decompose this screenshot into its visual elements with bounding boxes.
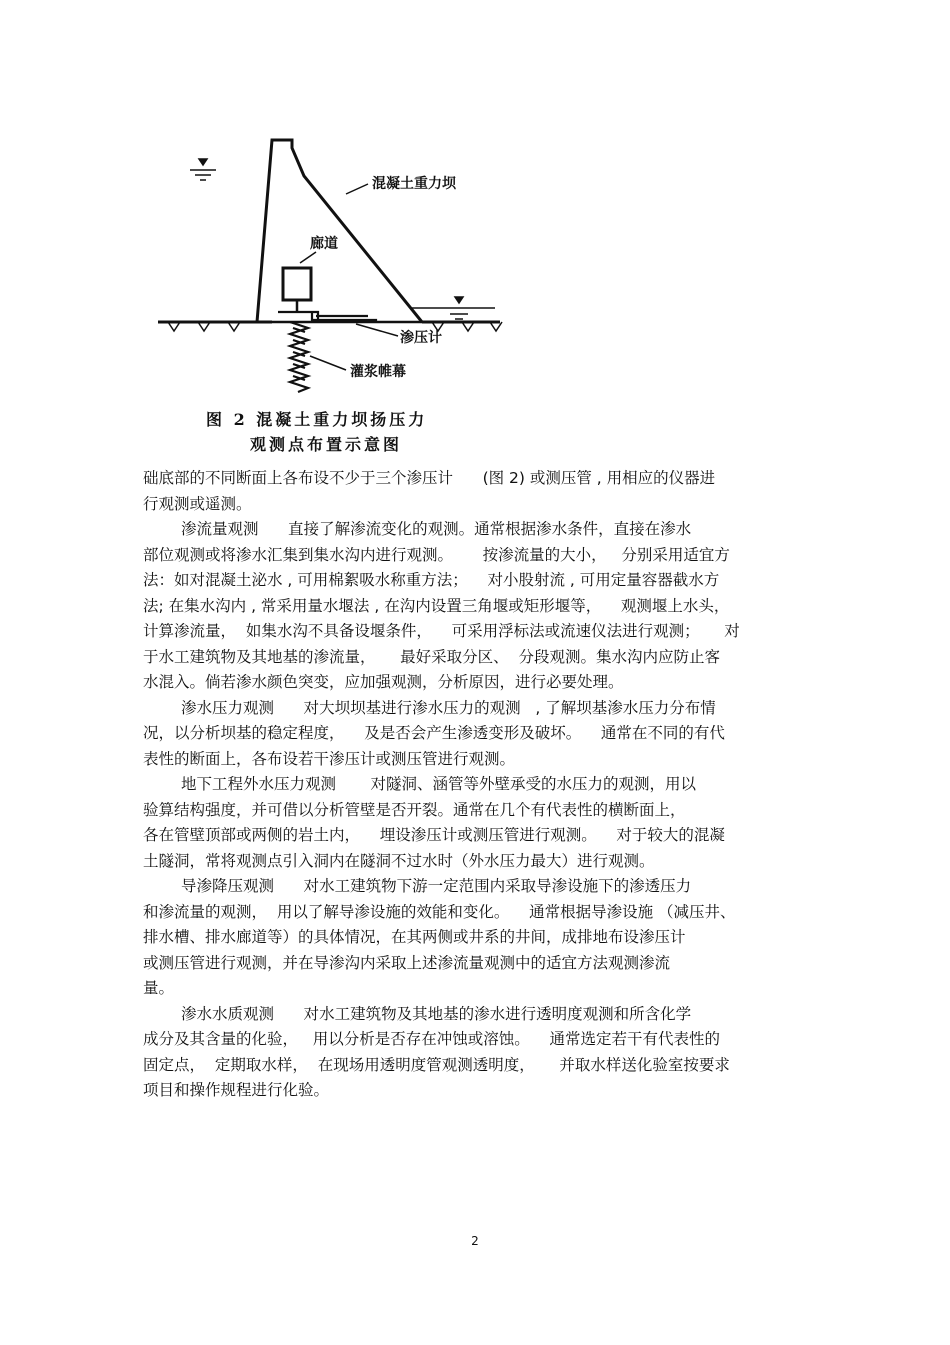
text-line: 项目和操作规程进行化验。 <box>143 1081 330 1099</box>
text-line: 渗水压力观测 对大坝坝基进行渗水压力的观测 , 了解坝基渗水压力分布情 <box>181 698 716 717</box>
grout-curtain-label: 灌浆帷幕 <box>350 364 406 380</box>
grout-curtain <box>290 322 308 392</box>
dam-figure <box>150 128 530 458</box>
text-line: 础底部的不同断面上各布设不少于三个渗压计 (图 2) 或测压管 , 用相应的仪器进 <box>143 469 716 487</box>
gallery <box>283 268 311 300</box>
text-line: 地下工程外水压力观测 对隧洞、涵管等外壁承受的水压力的观测，用以 <box>181 775 696 793</box>
text-line: 土隧洞，常将观测点引入洞内在隧洞不过水时（外水压力最大）进行观测。 <box>143 851 655 870</box>
dam-label: 混凝土重力坝 <box>372 176 456 192</box>
text-line: 固定点， 定期取水样， 在现场用透明度管观测透明度， 并取水样送化验室按要求 <box>143 1055 730 1074</box>
text-line: 成分及其含量的化验， 用以分析是否存在冲蚀或溶蚀。 通常选定若干有代表性的 <box>143 1030 720 1048</box>
text-line: 渗水水质观测 对水工建筑物及其地基的渗水进行透明度观测和所含化学 <box>181 1004 692 1023</box>
piezometer-pipes <box>278 312 376 322</box>
gravity-dam-diagram <box>150 128 530 458</box>
text-line: 导渗降压观测 对水工建筑物下游一定范围内采取导渗设施下的渗透压力 <box>181 877 692 895</box>
gallery-label: 廊道 <box>310 236 338 252</box>
text-line: 水混入。倘若渗水颜色突变，应加强观测，分析原因，进行必要处理。 <box>143 673 624 691</box>
text-line: 和渗流量的观测， 用以了解导渗设施的效能和变化。 通常根据导渗设施 （减压井、 <box>143 902 736 921</box>
text-line: 或测压管进行观测，并在导渗沟内采取上述渗流量观测中的适宜方法观测渗流 <box>143 953 671 972</box>
text-line: 部位观测或将渗水汇集到集水沟内进行观测。 按渗流量的大小， 分别采用适宜方 <box>143 545 730 564</box>
text-line: 法：如对混凝土泌水 , 可用棉絮吸水称重方法； 对小股射流 , 可用定量容器截水方 <box>143 571 720 589</box>
page-number: 2 <box>471 1234 479 1248</box>
text-line: 于水工建筑物及其地基的渗流量， 最好采取分区、 分段观测。集水沟内应防止客 <box>143 647 720 666</box>
text-line: 验算结构强度，并可借以分析管壁是否开裂。通常在几个有代表性的横断面上， <box>143 800 686 819</box>
text-line: 渗流量观测 直接了解渗流变化的观测。通常根据渗水条件，直接在渗水 <box>181 520 692 538</box>
text-line: 表性的断面上，各布设若干渗压计或测压管进行观测。 <box>143 749 516 768</box>
upstream-water-level-icon <box>190 159 216 180</box>
piezometer-label: 渗压计 <box>400 330 442 346</box>
text-line: 计算渗流量， 如集水沟不具备设堰条件， 可采用浮标法或流速仪法进行观测； 对 <box>143 622 740 640</box>
text-line: 排水槽、排水廊道等）的具体情况，在其两侧或井系的井间，成排地布设渗压计 <box>143 928 686 946</box>
text-line: 量。 <box>143 979 175 997</box>
text-line: 况，以分析坝基的稳定程度， 及是否会产生渗透变形及破坏。 通常在不同的有代 <box>143 724 725 742</box>
text-line: 各在管壁顶部或两侧的岩土内， 埋设渗压计或测压管进行观测。 对于较大的混凝 <box>143 826 725 844</box>
body-text <box>143 466 823 1104</box>
figure-caption-line-1: 图 2 混凝土重力坝扬压力 <box>206 410 428 429</box>
text-line: 行观测或遥测。 <box>143 494 252 513</box>
figure-caption-line-2: 观测点布置示意图 <box>250 435 403 454</box>
downstream-water-level-icon <box>412 297 495 319</box>
text-line: 法; 在集水沟内 , 常采用量水堰法 , 在沟内设置三角堰或矩形堰等， 观测堰上水头， <box>143 596 730 615</box>
